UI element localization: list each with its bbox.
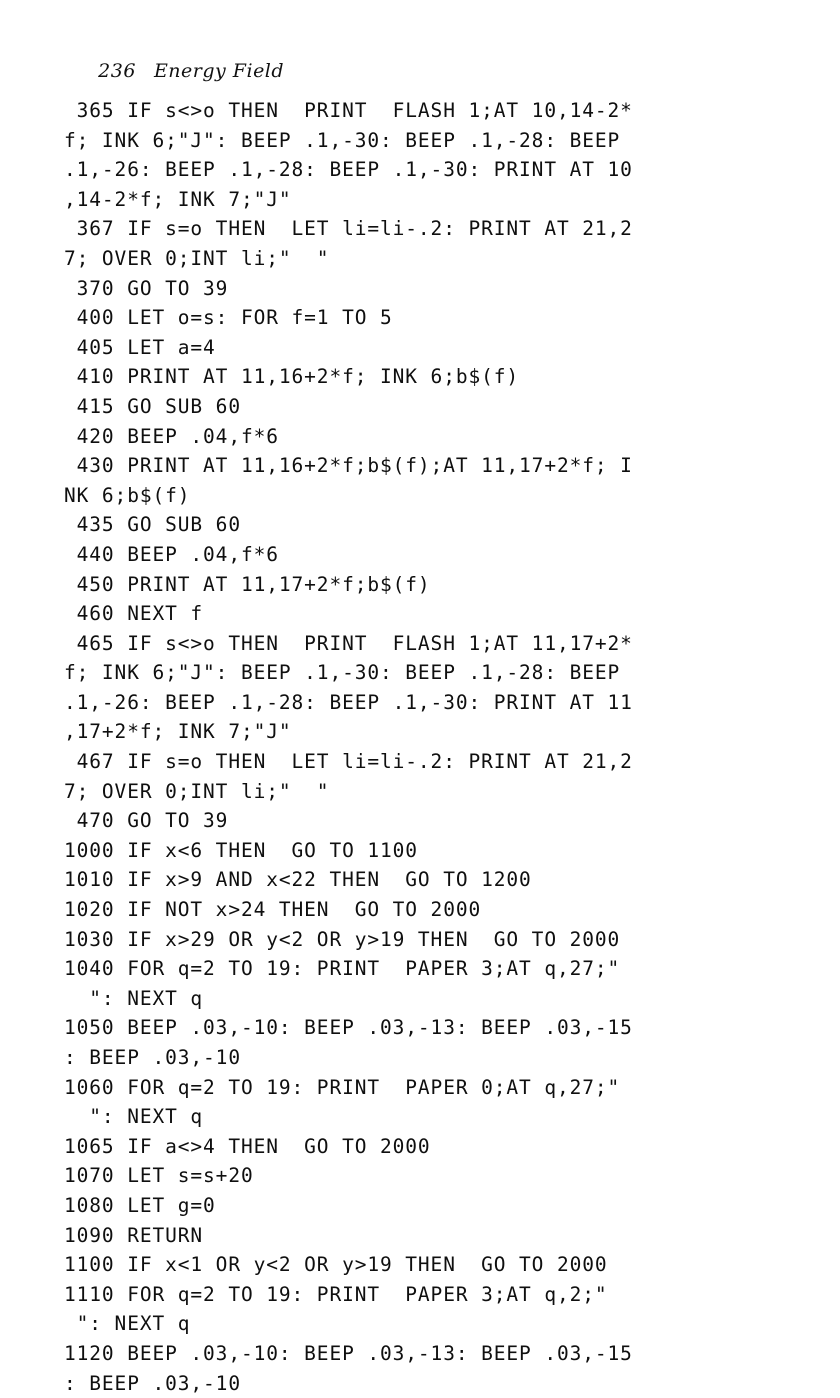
- code-line: 1100 IF x<1 OR y<2 OR y>19 THEN GO TO 2000: [64, 1253, 608, 1277]
- code-line: ": NEXT q: [64, 986, 204, 1010]
- code-line: 400 LET o=s: FOR f=1 TO 5: [64, 306, 393, 330]
- code-line: 1000 IF x<6 THEN GO TO 1100: [64, 838, 418, 862]
- code-line: .1,-26: BEEP .1,-28: BEEP .1,-30: PRINT AT 11: [64, 690, 633, 714]
- code-line: 367 IF s=o THEN LET li=li-.2: PRINT AT 21,2: [64, 217, 633, 241]
- code-line: ": NEXT q: [64, 1105, 204, 1129]
- code-line: 440 BEEP .04,f*6: [64, 542, 279, 566]
- code-line: 1120 BEEP .03,-10: BEEP .03,-13: BEEP .03,-15: [64, 1341, 633, 1365]
- page-header: [72, 38, 284, 104]
- code-line: f; INK 6;"J": BEEP .1,-30: BEEP .1,-28: BEEP: [64, 128, 621, 152]
- code-line: 460 NEXT f: [64, 602, 204, 626]
- code-line: 467 IF s=o THEN LET li=li-.2: PRINT AT 21,2: [64, 750, 633, 774]
- code-line: 450 PRINT AT 11,17+2*f;b$(f): [64, 572, 431, 596]
- code-line: 430 PRINT AT 11,16+2*f;b$(f);AT 11,17+2*f; I: [64, 454, 633, 478]
- code-line: 1010 IF x>9 AND x<22 THEN GO TO 1200: [64, 868, 532, 892]
- code-line: .1,-26: BEEP .1,-28: BEEP .1,-30: PRINT AT 10: [64, 158, 633, 182]
- code-line: ": NEXT q: [64, 1312, 191, 1336]
- program-listing: [64, 96, 804, 1398]
- code-line: 365 IF s<>o THEN PRINT FLASH 1;AT 10,14-2*: [64, 99, 633, 122]
- code-line: 405 LET a=4: [64, 335, 216, 359]
- code-line: 1110 FOR q=2 TO 19: PRINT PAPER 3;AT q,2;": [64, 1282, 608, 1306]
- code-line: 1030 IF x>29 OR y<2 OR y>19 THEN GO TO 2000: [64, 927, 621, 951]
- code-line: 7; OVER 0;INT li;" ": [64, 246, 330, 270]
- code-line: 420 BEEP .04,f*6: [64, 424, 279, 448]
- code-line: 1040 FOR q=2 TO 19: PRINT PAPER 3;AT q,27;": [64, 957, 621, 981]
- code-line: : BEEP .03,-10: [64, 1046, 241, 1069]
- code-line: 465 IF s<>o THEN PRINT FLASH 1;AT 11,17+2*: [64, 631, 633, 655]
- code-line: 7; OVER 0;INT li;" ": [64, 779, 330, 803]
- code-line: ,14-2*f; INK 7;"J": [64, 187, 292, 211]
- code-line: 1070 LET s=s+20: [64, 1164, 254, 1188]
- code-line: ,17+2*f; INK 7;"J": [64, 720, 292, 744]
- code-line: NK 6;b$(f): [64, 483, 191, 507]
- code-line: 410 PRINT AT 11,16+2*f; INK 6;b$(f): [64, 365, 520, 389]
- code-line: 370 GO TO 39: [64, 276, 229, 300]
- code-line: 470 GO TO 39: [64, 809, 229, 833]
- code-line: 435 GO SUB 60: [64, 513, 241, 537]
- page-number: 236: [98, 60, 136, 82]
- code-line: 1080 LET g=0: [64, 1193, 216, 1217]
- code-line: : BEEP .03,-10: [64, 1371, 241, 1395]
- code-line: 1050 BEEP .03,-10: BEEP .03,-13: BEEP .03,-15: [64, 1016, 633, 1040]
- page-title: Energy Field: [153, 60, 285, 82]
- code-line: 1065 IF a<>4 THEN GO TO 2000: [64, 1134, 431, 1158]
- code-line: 1060 FOR q=2 TO 19: PRINT PAPER 0;AT q,27;": [64, 1075, 621, 1099]
- code-line: f; INK 6;"J": BEEP .1,-30: BEEP .1,-28: BEEP: [64, 661, 621, 685]
- code-line: 1020 IF NOT x>24 THEN GO TO 2000: [64, 898, 482, 922]
- code-line: 1090 RETURN: [64, 1223, 204, 1247]
- code-line: 415 GO SUB 60: [64, 394, 241, 418]
